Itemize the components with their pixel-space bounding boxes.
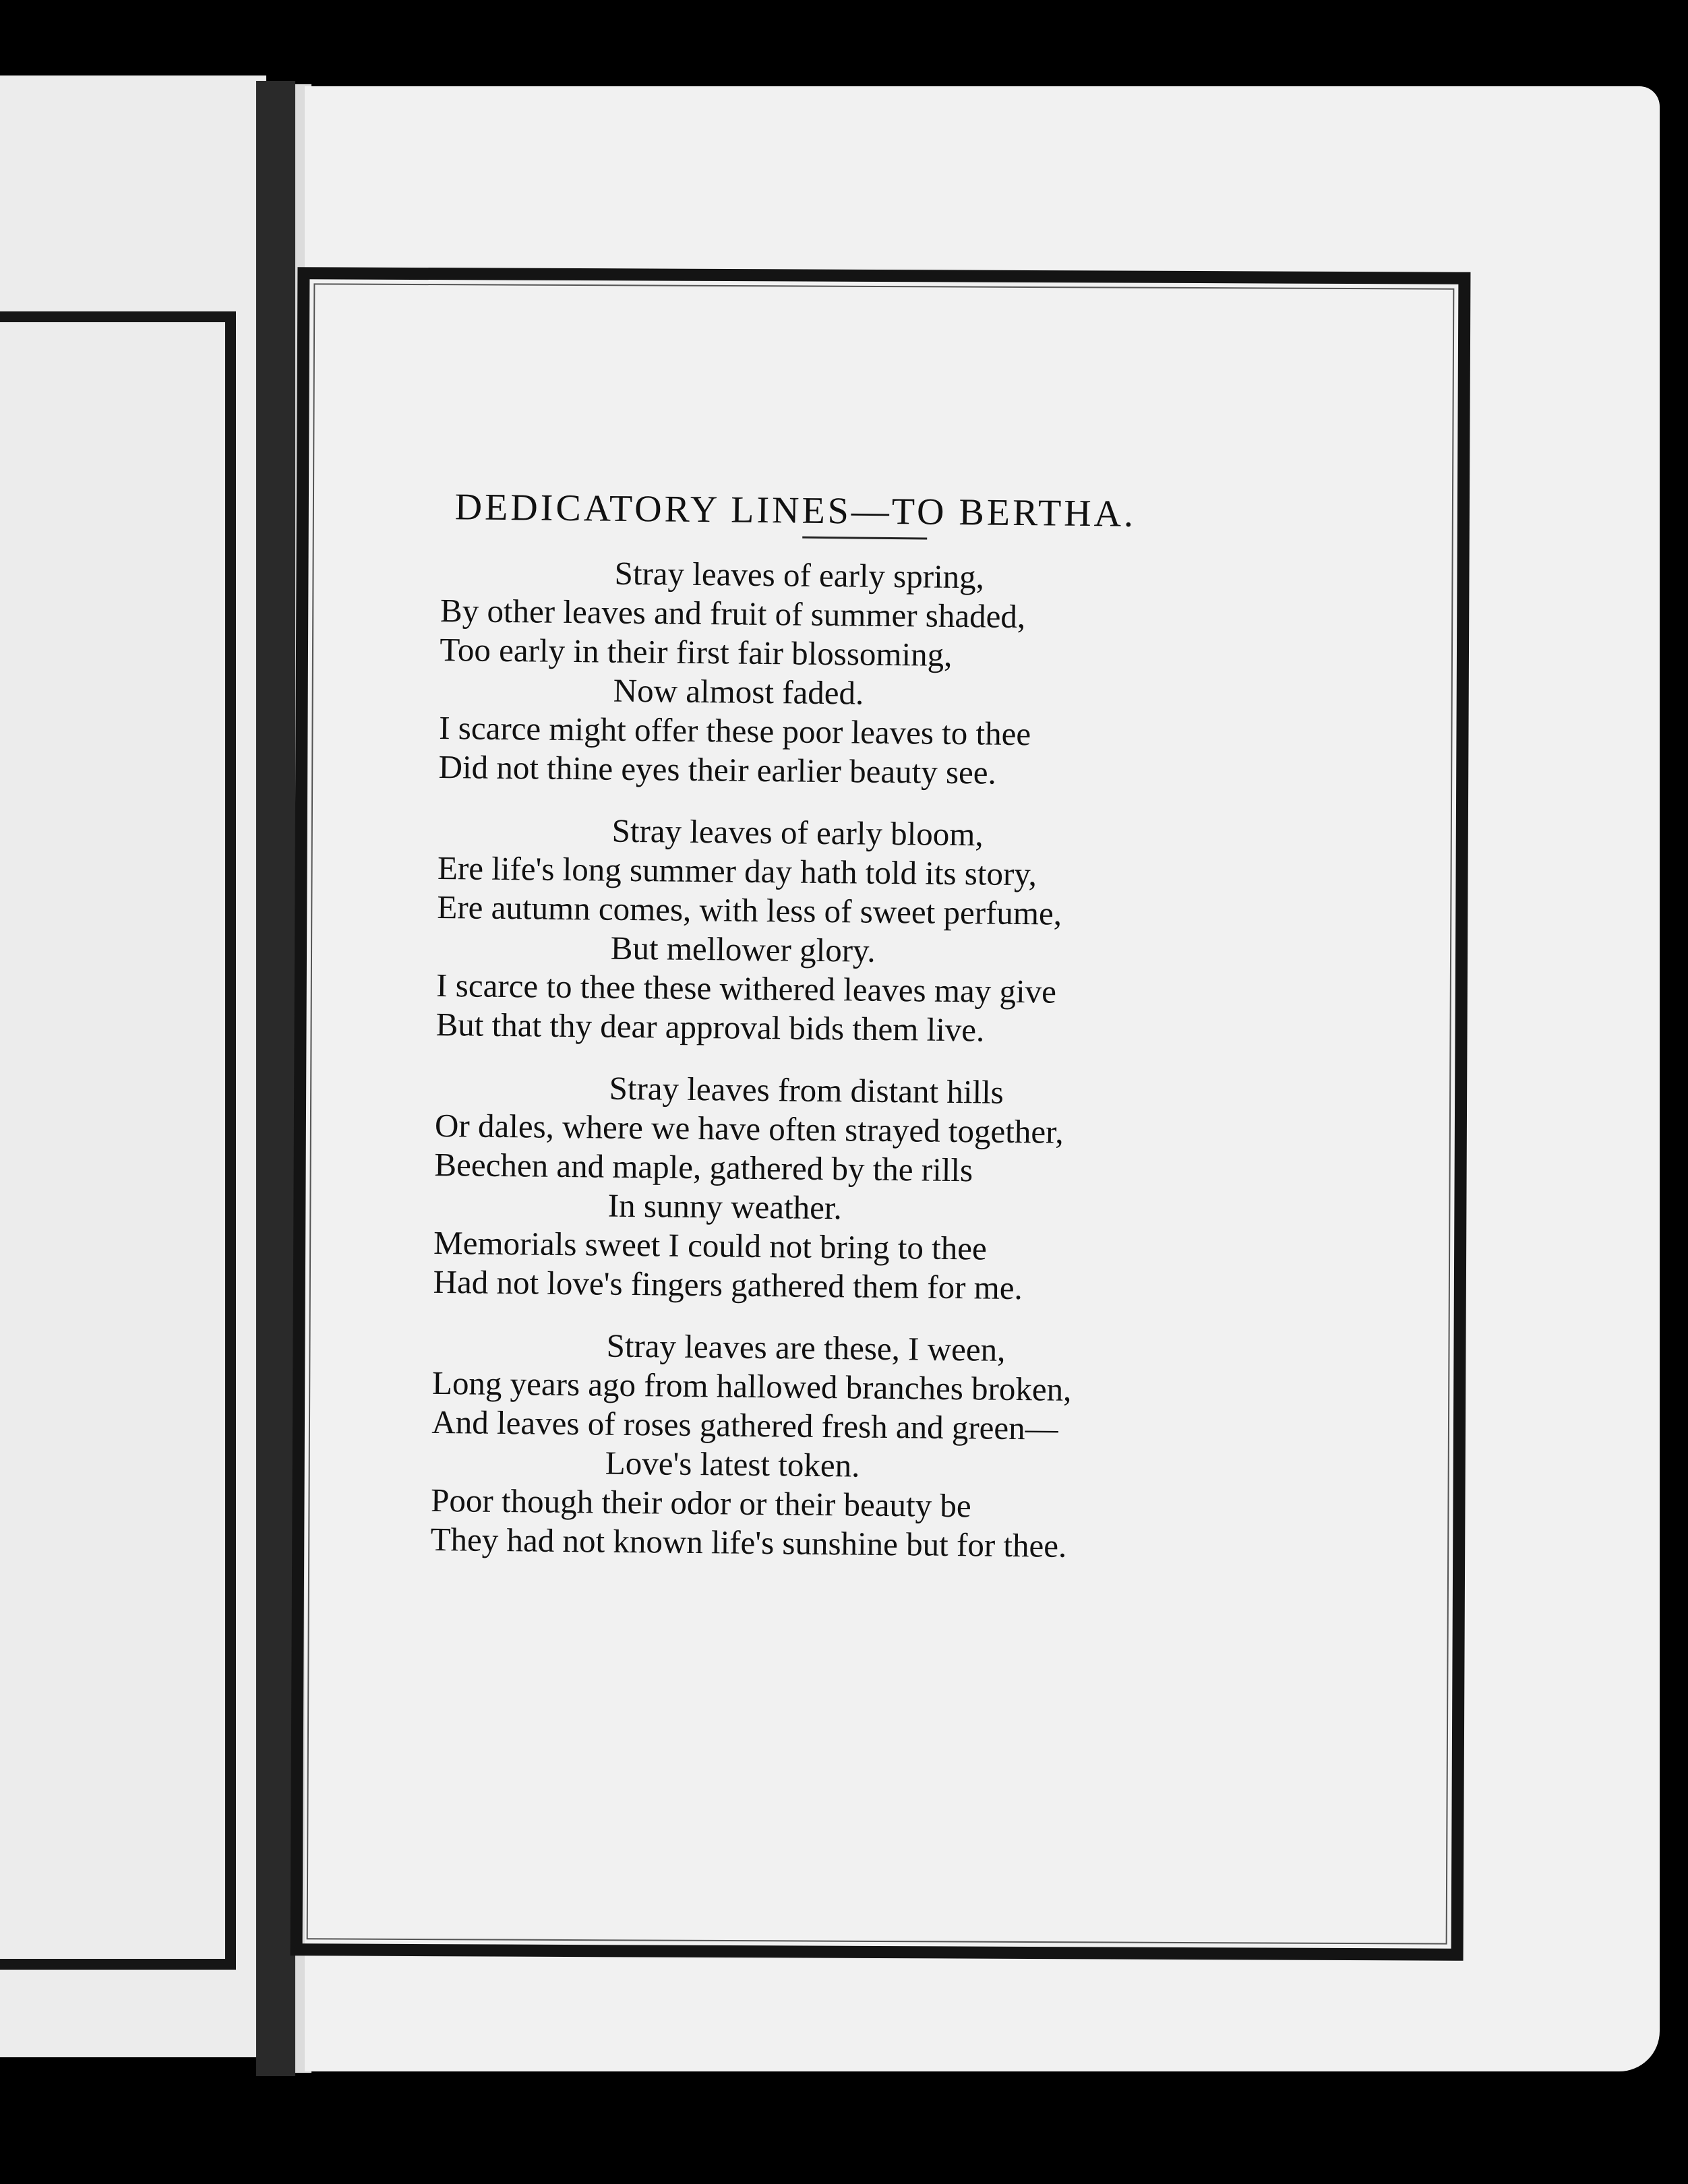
poem-line: By other leaves and fruit of summer shaded, [440, 591, 1026, 636]
poem-line: Long years ago from hallowed branches broken, [431, 1364, 1072, 1408]
stanza-1 [438, 552, 1358, 796]
poem-line: Stray leaves from distant hills [609, 1069, 1004, 1111]
poem-line: Stray leaves of early bloom, [611, 812, 984, 853]
stanza-4 [430, 1325, 1350, 1569]
poem-text-block [430, 485, 1358, 1569]
stanza-2 [435, 810, 1355, 1054]
poem-line: Or dales, where we have often strayed together, [434, 1106, 1064, 1151]
left-page [0, 75, 266, 2057]
poem-line: But mellower glory. [610, 929, 876, 969]
poem-line: Had not love's fingers gathered them for me. [433, 1263, 1023, 1307]
poem-line: But that thy dear approval bids them live. [435, 1005, 985, 1049]
poem-line: Ere autumn comes, with less of sweet perfume, [437, 888, 1062, 932]
title-rule [802, 537, 927, 540]
poem-line: Beechen and maple, gathered by the rills [434, 1145, 973, 1189]
poem-line: Now almost faded. [613, 671, 864, 712]
book-spine [256, 81, 295, 2076]
poem-line: They had not known life's sunshine but for thee. [430, 1520, 1067, 1565]
poem-line: Poor though their odor or their beauty be [430, 1481, 971, 1525]
poem-line: In sunny weather. [607, 1186, 843, 1227]
poem-line: I scarce might offer these poor leaves to thee [438, 708, 1031, 753]
poem-line: I scarce to thee these withered leaves may give [435, 966, 1057, 1010]
poem-title: DEDICATORY LINES—TO BERTHA. [454, 486, 1137, 535]
poem-line: Did not thine eyes their earlier beauty see. [438, 748, 997, 791]
poem-line: And leaves of roses gathered fresh and green— [431, 1403, 1058, 1447]
poem-line: Stray leaves are these, I ween, [606, 1327, 1006, 1368]
poem-line: Memorials sweet I could not bring to thee [433, 1223, 988, 1267]
poem-line: Stray leaves of early spring, [614, 554, 985, 596]
poem-line: Ere life's long summer day hath told its story, [437, 849, 1037, 893]
poem-stanzas [430, 552, 1358, 1569]
poem-line: Too early in their first fair blossoming, [440, 630, 953, 673]
poem-line: Love's latest token. [605, 1444, 860, 1484]
stanza-3 [433, 1067, 1352, 1311]
left-page-border [0, 311, 236, 1970]
